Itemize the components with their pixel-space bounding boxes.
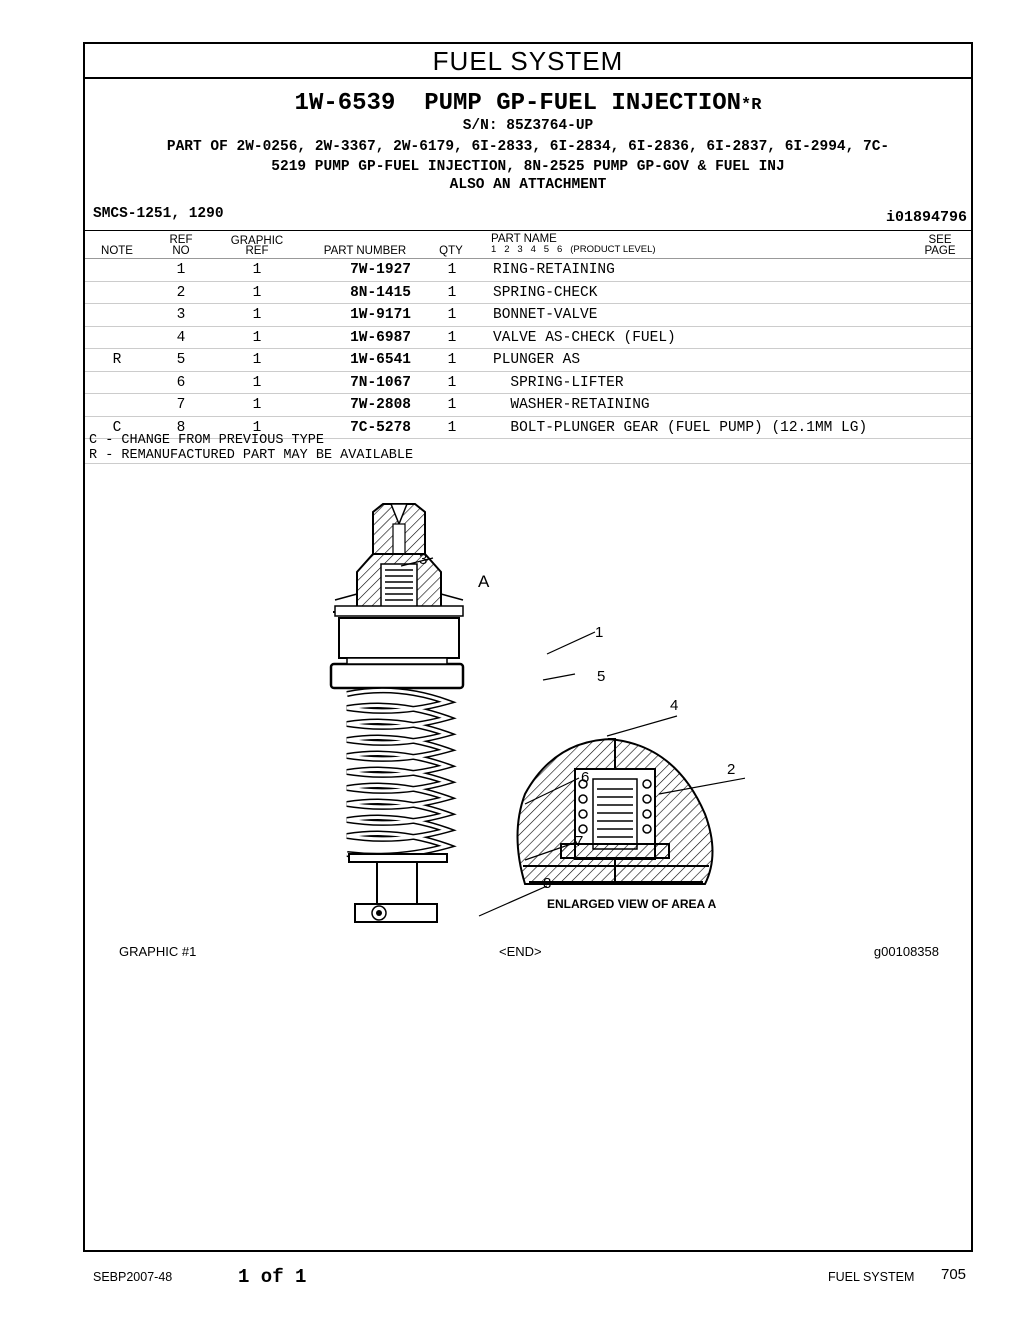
header-ref-top: REF: [169, 234, 193, 246]
footer-page-count: 1 of 1: [238, 1266, 307, 1288]
washer-retaining: [349, 854, 447, 862]
graphic-ref-cell: 1: [252, 374, 262, 391]
header-qty: QTY: [439, 245, 463, 257]
part-name-cell: PLUNGER AS: [493, 352, 581, 368]
footer-page-number: 705: [941, 1266, 967, 1283]
part-of-line-1: PART OF 2W-0256, 2W-3367, 2W-6179, 6I-2833, 6I-2834, 6I-2836, 6I-2837, 6I-2994, 7C-: [166, 139, 890, 155]
callout-3: 3: [419, 551, 428, 568]
table-row: [85, 394, 971, 417]
section-title: FUEL SYSTEM: [85, 44, 971, 79]
header-part-name: PART NAME: [491, 233, 557, 245]
parts-table: [85, 230, 971, 439]
enlarged-caption: ENLARGED VIEW OF AREA A: [547, 897, 717, 911]
part-number-cell: 7W-1927: [350, 262, 411, 278]
header-product-levels: 1 2 3 4 5 6 (PRODUCT LEVEL): [491, 244, 656, 255]
plunger-stem: [377, 862, 417, 906]
footer-doc-number: SEBP2007-48: [93, 1270, 173, 1284]
ref-no-cell: 4: [176, 329, 186, 346]
part-number-cell: 1W-9171: [350, 307, 411, 323]
header-graphic-top: GRAPHIC: [230, 235, 284, 247]
header-see-bottom: PAGE: [924, 245, 956, 257]
table-row: [85, 282, 971, 305]
note-reman: R - REMANUFACTURED PART MAY BE AVAILABLE: [89, 448, 414, 463]
graphic-label: GRAPHIC #1: [119, 944, 197, 959]
ref-no-cell: 8: [176, 419, 186, 436]
header-ref-bottom: NO: [172, 245, 190, 257]
qty-cell: 1: [447, 329, 457, 346]
part-number-cell: 8N-1415: [350, 284, 411, 301]
page-frame: [83, 42, 973, 1252]
ref-no-cell: 5: [176, 352, 186, 368]
illustration-id: i01894796: [885, 209, 967, 226]
ref-no-cell: 6: [176, 374, 186, 391]
graphic-ref-cell: 1: [252, 397, 262, 413]
qty-cell: 1: [447, 262, 457, 278]
qty-cell: 1: [447, 284, 457, 301]
callout-5: 5: [597, 668, 606, 685]
qty-cell: 1: [447, 352, 457, 368]
table-row: [85, 327, 971, 350]
graphic-ref-cell: 1: [252, 329, 262, 346]
ref-no-cell: 2: [176, 284, 186, 301]
injection-pump-drawing: [325, 494, 745, 924]
part-number-cell: 7C-5278: [350, 419, 411, 436]
part-name-cell: BOLT-PLUNGER GEAR (FUEL PUMP) (12.1MM LG): [493, 419, 868, 436]
table-row: [85, 259, 971, 282]
part-number-cell: 7N-1067: [350, 374, 411, 391]
end-label: <END>: [499, 944, 542, 959]
qty-cell: 1: [447, 374, 457, 391]
note-cell: R: [112, 352, 122, 368]
part-name-cell: VALVE AS-CHECK (FUEL): [493, 329, 676, 346]
graphic-ref-cell: 1: [252, 352, 262, 368]
header-part-number: PART NUMBER: [323, 245, 407, 257]
callout-1: 1: [595, 624, 604, 641]
header-note: NOTE: [101, 245, 133, 257]
part-name-cell: BONNET-VALVE: [493, 307, 598, 323]
table-header: [85, 231, 971, 259]
smcs-code: SMCS-1251, 1290: [93, 206, 224, 222]
header-see-top: SEE: [928, 234, 952, 246]
note-cell: C: [112, 419, 122, 436]
part-name-cell: SPRING-CHECK: [493, 284, 598, 301]
qty-cell: 1: [447, 419, 457, 436]
ref-no-cell: 1: [176, 262, 186, 278]
notes: [89, 433, 413, 463]
graphic-ref-cell: 1: [252, 307, 262, 323]
graphic-ref-cell: 1: [252, 262, 262, 278]
table-row: [85, 372, 971, 395]
graphic-ref-cell: 1: [252, 419, 262, 436]
part-number-cell: 7W-2808: [350, 397, 411, 413]
part-name-cell: SPRING-LIFTER: [493, 374, 624, 391]
note-change: C - CHANGE FROM PREVIOUS TYPE: [89, 433, 324, 448]
qty-cell: 1: [447, 397, 457, 413]
callout-7: 7: [575, 833, 584, 850]
footer-section: FUEL SYSTEM: [828, 1270, 915, 1284]
bolt-plunger-gear: [355, 904, 437, 922]
qty-cell: 1: [447, 307, 457, 323]
title-part-name: PUMP GP-FUEL INJECTION: [424, 90, 742, 117]
table-row: [85, 304, 971, 327]
graphic-id: g00108358: [873, 944, 939, 959]
spring-lifter: [347, 690, 447, 855]
serial-number: S/N: 85Z3764-UP: [462, 118, 594, 134]
part-number-cell: 1W-6987: [350, 329, 411, 346]
header-graphic-bottom: REF: [245, 245, 269, 257]
part-name-cell: WASHER-RETAINING: [493, 397, 650, 413]
callout-4: 4: [670, 697, 679, 714]
also-attachment: ALSO AN ATTACHMENT: [449, 177, 607, 193]
part-name-cell: RING-RETAINING: [493, 262, 615, 278]
part-title: [85, 90, 971, 117]
table-row: [85, 349, 971, 372]
callout-a: A: [478, 572, 490, 591]
graphic-ref-cell: 1: [252, 284, 262, 301]
part-of-line-2: 5219 PUMP GP-FUEL INJECTION, 8N-2525 PUMP GP-GOV & FUEL INJ: [271, 159, 785, 175]
title-suffix: *R: [741, 96, 762, 115]
plunger-as: [331, 618, 463, 688]
bonnet-valve: [333, 504, 463, 616]
enlarged-view: [518, 739, 713, 884]
callout-8: 8: [543, 875, 552, 892]
part-of: [85, 137, 971, 177]
notes-divider: [85, 463, 971, 464]
callout-6: 6: [581, 769, 590, 786]
ref-no-cell: 7: [176, 397, 186, 413]
callout-2: 2: [727, 761, 736, 778]
table-body: [85, 259, 971, 439]
part-number-cell: 1W-6541: [350, 352, 411, 368]
title-part-number: 1W-6539: [294, 90, 396, 117]
ref-no-cell: 3: [176, 307, 186, 323]
